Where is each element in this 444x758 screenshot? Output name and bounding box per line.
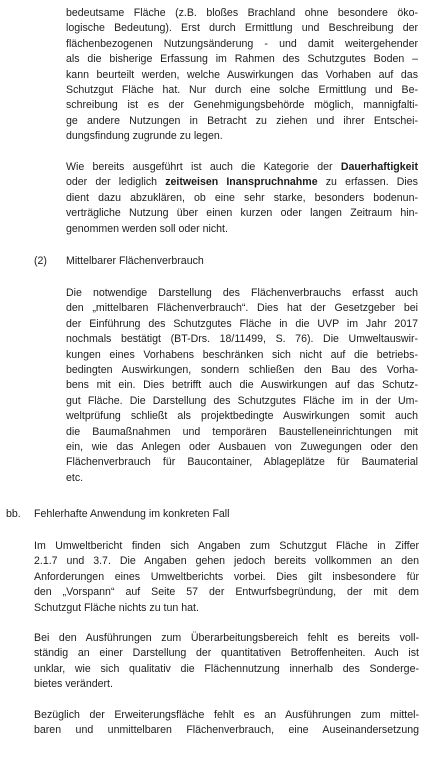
paragraph-mittelbar: [66, 286, 418, 486]
text-line: 2.1.7 und 3.7. Die Angaben gehen jedoch bereits vollkommen an den: [34, 555, 419, 568]
text-line: ständig an einer Darstellung der quantitativen Betroffenheiten. Auch ist: [34, 647, 419, 660]
text-line: Flächenverbrauch für Baucontainer, Ablageplätze für Baumaterial: [66, 456, 418, 469]
section-title: Mittelbarer Flächenverbrauch: [66, 255, 204, 267]
text-line: kungen eines Vorhabens beschränken sich nicht auf die betriebs-: [66, 348, 418, 361]
bold-term-dauerhaftigkeit: Dauerhaftigkeit: [340, 161, 418, 173]
text-line: bedeutsame Fläche (z.B. bloßes Brachland ohne besondere öko-: [66, 7, 418, 19]
text-line: ein, wie das Anlegen oder Ausbauen von Zuwegungen oder den: [66, 440, 418, 453]
text-line: genommen werden soll oder nicht.: [66, 222, 228, 235]
text-line: bens mit ein. Dies betrifft auch die Auswirkungen auf das Schutz-: [66, 379, 418, 392]
paragraph-intro: [66, 6, 418, 145]
text-line: Schutzgut Fläche hat. Nur durch eine solche Ermittlung und Be-: [66, 83, 418, 96]
text-line: nochmals bestätigt (BT-Drs. 18/11499, S. 76). Die Umweltauswir-: [66, 333, 418, 346]
bold-term-zeitweise: zeitweisen Inanspruchnahme: [165, 176, 318, 189]
paragraph-umweltbericht: [34, 539, 419, 616]
text-line: logische Bedeutung). Erst durch Ermittlung und Beschreibung der: [66, 22, 418, 35]
section-title: Fehlerhafte Anwendung im konkreten Fall: [34, 508, 230, 520]
text-line: verträgliche Nutzung über einen kurzen oder langen Zeitraum hin-: [66, 207, 418, 220]
text-line: Die notwendige Darstellung des Flächenverbrauchs erfasst auch: [66, 287, 418, 299]
text-run: zu erfassen. Dies: [317, 176, 418, 189]
text-line: weltprüfung schließt als projektbedingte Auswirkungen somit auch: [66, 410, 418, 423]
text-line: dungsfindung zugrunde zu legen.: [66, 130, 223, 143]
text-line: der Einführung des Schutzgutes Fläche in die UVP im Jahr 2017: [66, 317, 418, 330]
text-line: den „Vorspann“ auf Seite 57 der Entwurfsbegründung, der mit dem: [34, 586, 419, 599]
text-line: Anforderungen eines Umweltberichts vorbei. Dies gilt insbesondere für: [34, 570, 419, 583]
text-line: baren und unmittelbaren Flächenverbrauch, eine Auseinandersetzung: [34, 724, 419, 737]
text-line: die Baumaßnahmen und temporären Baustelleneinrichtungen mit: [66, 425, 418, 438]
section-number: bb.: [6, 508, 21, 520]
text-run: Wie bereits ausgeführt ist auch die Kategorie der: [66, 161, 341, 173]
text-line: kann beurteilt werden, welche Auswirkungen das Vorhaben auf das: [66, 68, 418, 81]
text-line: den „mittelbaren Flächenverbrauch“. Dies hat der Gesetzgeber bei: [66, 302, 418, 315]
text-line: als die bisherige Erfassung im Rahmen des Schutzgutes Boden –: [66, 53, 418, 66]
text-line: bietes verändert.: [34, 678, 113, 691]
text-line: flächenbezogenen Nutzungsänderung - und damit weitergehender: [66, 37, 418, 50]
text-line: dient dazu abzuklären, ob eine sehr starke, besonders bodenun-: [66, 191, 418, 204]
text-line: unklar, wie sich qualitativ die Flächennutzung innerhalb des Sonderge-: [34, 662, 419, 675]
text-line: Bezüglich der Erweiterungsfläche fehlt es an Ausführungen zum mittel-: [34, 709, 419, 721]
text-line: Bei den Ausführungen zum Überarbeitungsbereich fehlt es bereits voll-: [34, 632, 419, 644]
paragraph-dauerhaftigkeit: [66, 160, 418, 237]
section-number: (2): [34, 255, 47, 267]
text-line: Im Umweltbericht finden sich Angaben zum Schutzgut Fläche in Ziffer: [34, 540, 419, 552]
text-line: ge andere Nutzungen in Betracht zu ziehen und ihrer Entschei-: [66, 114, 418, 127]
text-line: bedingten Auswirkungen, sondern schließen den Bau des Vorha-: [66, 363, 418, 376]
text-line: schreibung ist es der Genehmigungsbehörde möglich, mannigfalti-: [66, 99, 418, 112]
paragraph-ueberarbeitungsbereich: [34, 631, 419, 693]
text-run: oder der lediglich: [66, 176, 166, 189]
paragraph-erweiterungsflaeche: [34, 708, 419, 739]
text-line: gut Fläche. Die Darstellung des Schutzgutes Fläche im in der Um-: [66, 394, 418, 407]
text-line: etc.: [66, 471, 84, 484]
text-line: Schutzgut Fläche nichts zu tun hat.: [34, 601, 199, 614]
text-line: [66, 175, 418, 190]
text-line: [66, 160, 418, 175]
